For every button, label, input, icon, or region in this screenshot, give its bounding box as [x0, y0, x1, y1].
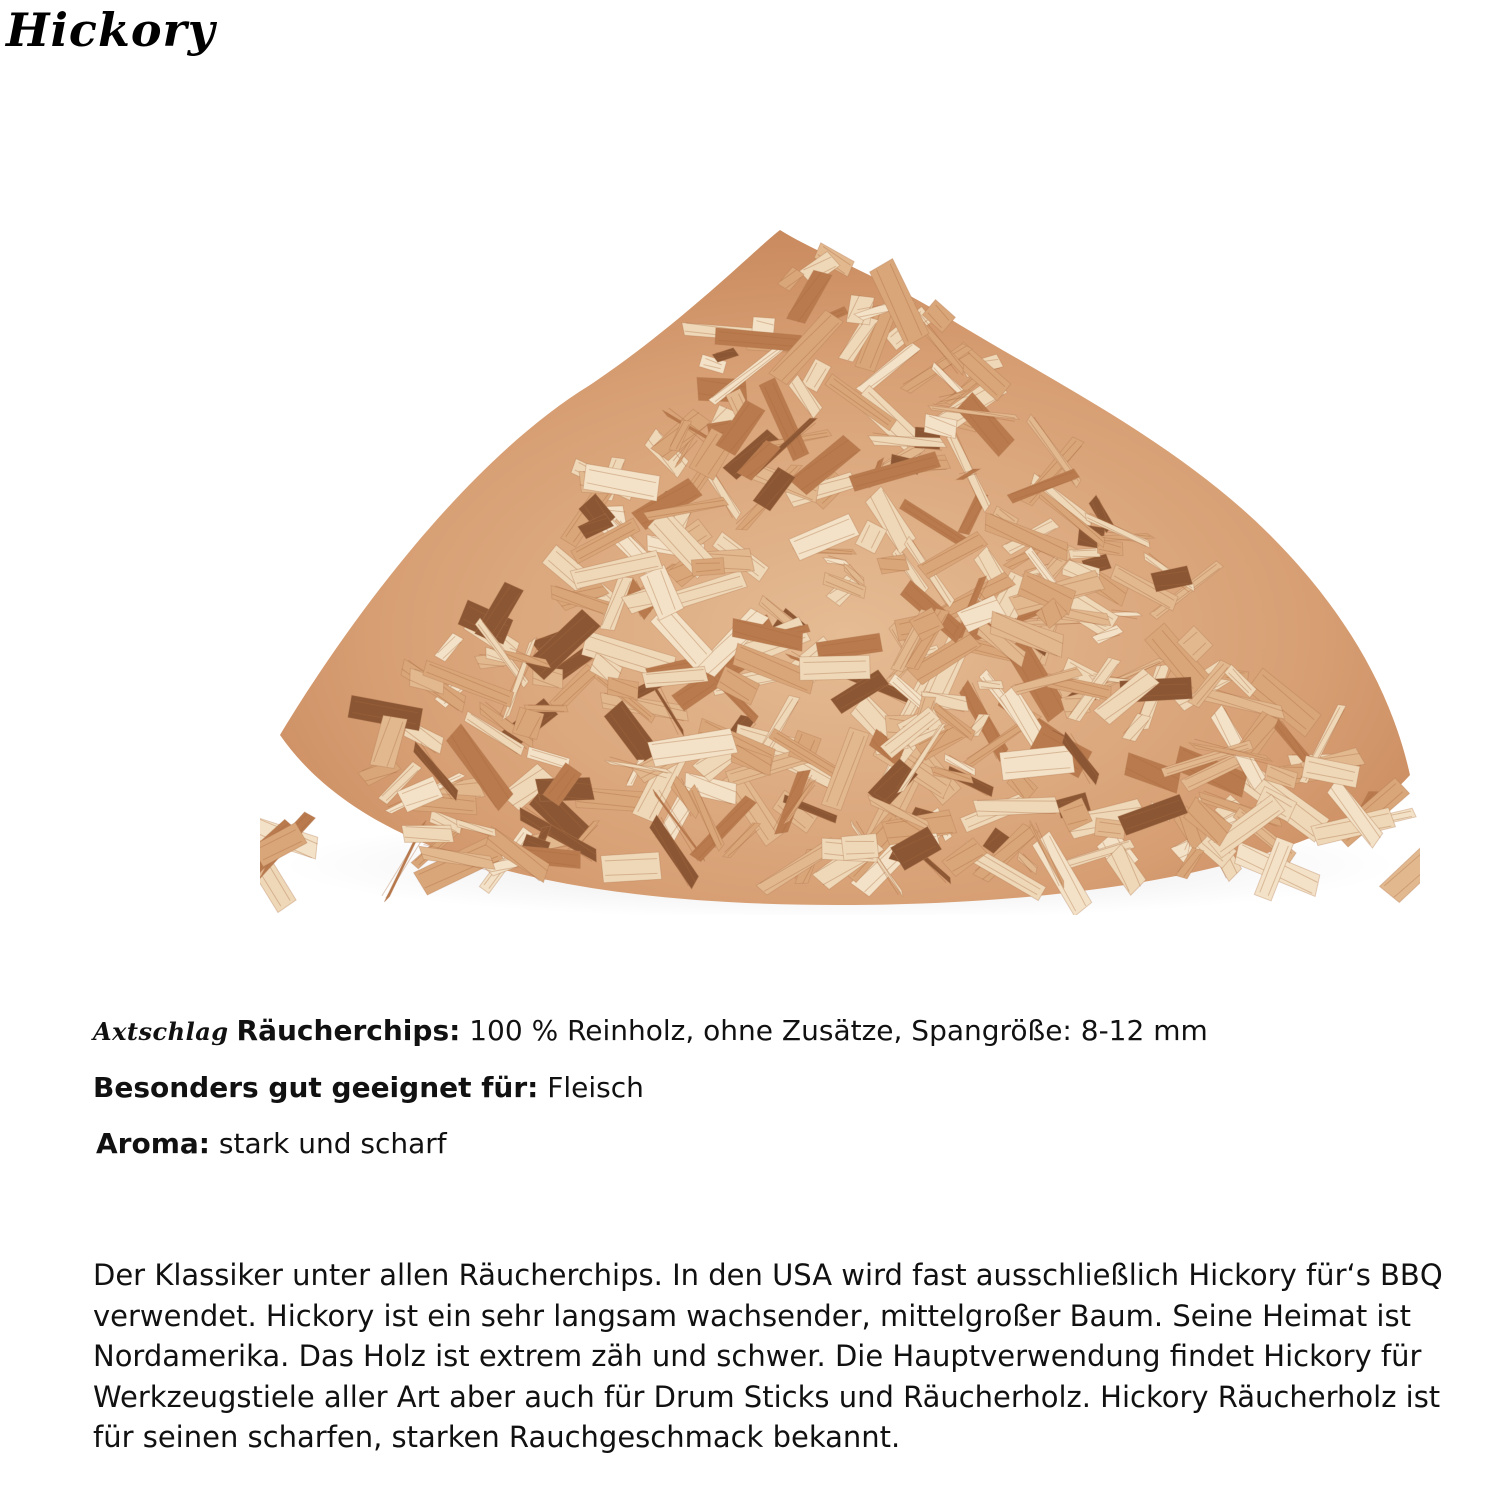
- wood-chip: [601, 852, 662, 883]
- product-title: Hickory: [6, 3, 216, 57]
- specs-block: [93, 1003, 1453, 1172]
- wood-chips-pile: [260, 215, 1420, 915]
- spec-chips-label: Räucherchips:: [236, 1014, 461, 1047]
- spec-aroma-label: Aroma:: [96, 1127, 210, 1160]
- wood-chips-image: [260, 215, 1420, 915]
- wood-chip: [1069, 548, 1101, 559]
- spec-aroma: [93, 1116, 1453, 1172]
- spec-suited: [93, 1060, 1453, 1116]
- wood-chip: [691, 558, 724, 577]
- spec-chips: [93, 1003, 1453, 1060]
- spec-aroma-value: stark und scharf: [218, 1127, 447, 1160]
- brand-logo: Axtschlag: [93, 1017, 229, 1046]
- spec-suited-label: Besonders gut geeignet für:: [93, 1071, 539, 1104]
- spec-chips-value: 100 % Reinholz, ohne Zusätze, Spangröße: 8-12 mm: [469, 1014, 1208, 1047]
- wood-chip: [799, 655, 870, 680]
- wood-chip: [841, 833, 879, 860]
- product-description: Der Klassiker unter allen Räucherchips. In den USA wird fast ausschließlich Hickory für‘s BBQ verwendet. Hickory ist ein sehr langsam wachsender, mittelgroßer Baum. Seine Heimat ist Nordamerika. Das Holz ist extrem zäh und schwer. Die Hauptverwendung findet Hickory für Werkzeugstiele aller Art aber auch für Drum Sticks und Räucherholz. Hickory Räucherholz ist für seinen scharfen, starken Rauchgeschmack bekannt.: [93, 1258, 1443, 1454]
- spec-suited-value: Fleisch: [547, 1071, 644, 1104]
